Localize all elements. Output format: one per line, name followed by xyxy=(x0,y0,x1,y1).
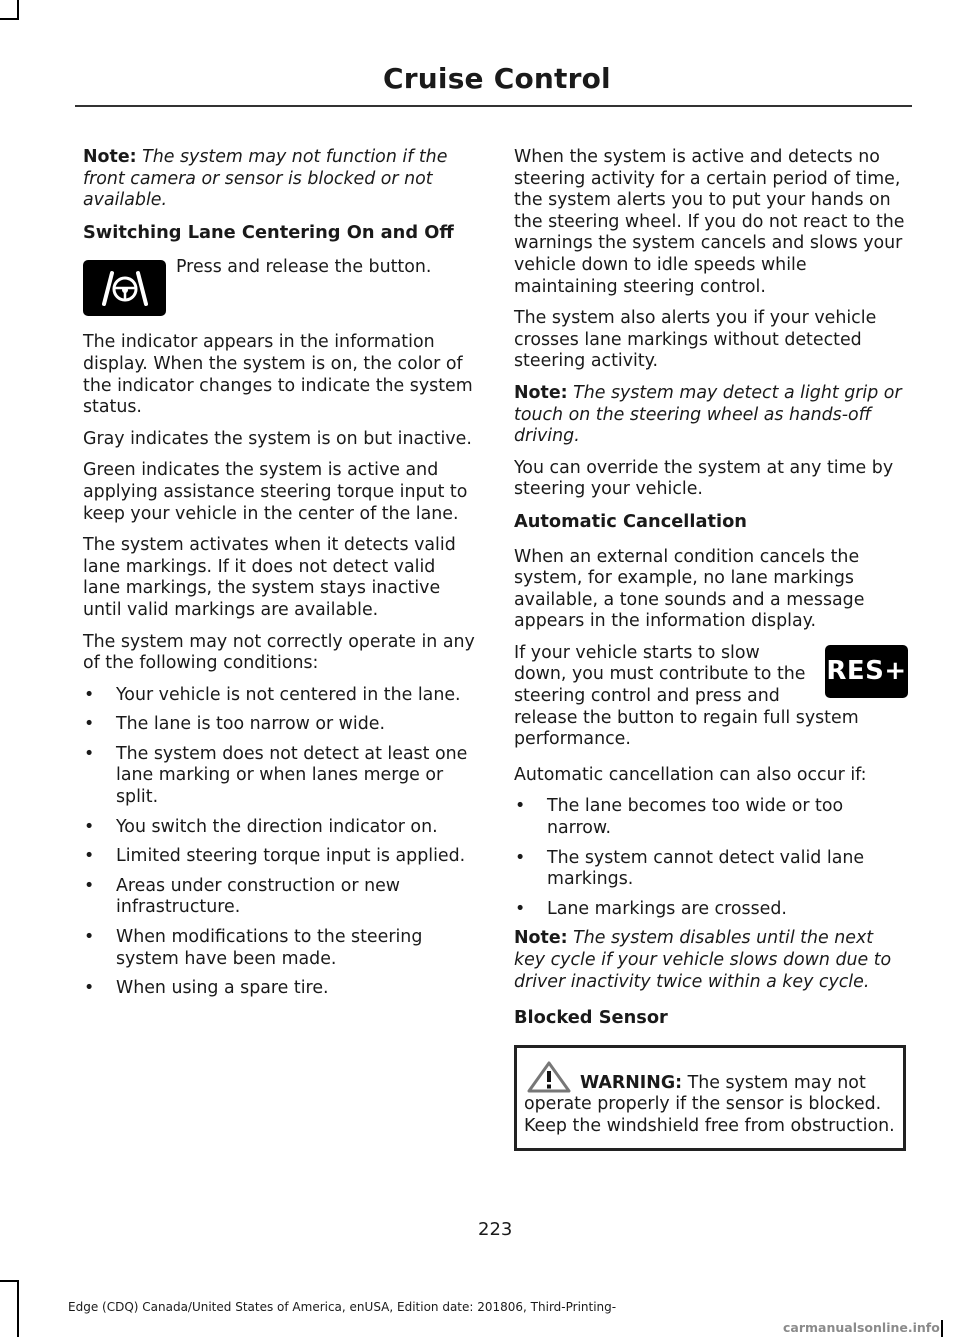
list-item: • Your vehicle is not centered in the lane. xyxy=(84,684,461,705)
paragraph: The indicator appears in the information display. When the system is on, the color of the indicator changes to indicate the system status. xyxy=(83,332,473,418)
bullet-icon: • xyxy=(84,846,95,867)
conditions-list xyxy=(83,685,476,1000)
res-instruction-text: If your vehicle starts to slow down, you must contribute to the steering control and press and release the button to regain full system performance. xyxy=(514,642,859,750)
warning-box xyxy=(514,1045,906,1151)
right-column xyxy=(514,147,908,1151)
paragraph: Gray indicates the system is on but inactive. xyxy=(83,428,472,449)
press-release-text: Press and release the button. xyxy=(176,257,432,278)
warning-label: WARNING: xyxy=(580,1072,683,1093)
bullet-icon: • xyxy=(84,875,95,896)
paragraph: You can override the system at any time by steering your vehicle. xyxy=(514,457,894,500)
section-heading: Blocked Sensor xyxy=(514,1007,668,1029)
watermark: carmanualsonline.info xyxy=(783,1320,940,1335)
list-item: • Areas under construction or new infrastructure. xyxy=(84,875,401,918)
paragraph: When the system is active and detects no steering activity for a certain period of time, the system alerts you to put your hands on the steering wheel. If you do not react to the warnings the system cancels and slows your vehicle down to idle speeds while maintaining steering control. xyxy=(514,147,905,297)
bullet-icon: • xyxy=(84,743,95,764)
res-plus-icon: RES+ xyxy=(825,645,908,698)
paragraph: When an external condition cancels the system, for example, no lane markings available, a tone sounds and a message appears in the information display. xyxy=(514,546,865,632)
note-label: Note: xyxy=(514,928,568,949)
lane-centering-instruction xyxy=(83,257,476,316)
note-paragraph xyxy=(514,383,908,448)
warning-text: The system may not operate properly if the sensor is blocked. Keep the windshield free from obstruction. xyxy=(524,1072,895,1136)
crop-mark xyxy=(17,1280,19,1337)
paragraph: The system activates when it detects valid lane markings. If it does not detect valid lane markings, the system stays inactive until valid markings are available. xyxy=(83,535,456,620)
bullet-icon: • xyxy=(84,816,95,837)
bullet-icon: • xyxy=(84,927,95,948)
list-item: • When modifications to the steering system have been made. xyxy=(84,927,423,969)
res-instruction xyxy=(514,643,908,751)
bullet-icon: • xyxy=(515,796,526,817)
note-label: Note: xyxy=(83,147,137,167)
paragraph: The system also alerts you if your vehicle crosses lane markings without detected steering activity. xyxy=(514,308,877,372)
crop-mark xyxy=(0,1280,19,1282)
header-divider xyxy=(75,105,912,107)
note-label: Note: xyxy=(514,382,568,403)
bullet-icon: • xyxy=(515,847,526,868)
list-item: • The lane is too narrow or wide. xyxy=(84,714,385,735)
list-item: • You switch the direction indicator on. xyxy=(84,816,438,837)
note-text: The system may not function if the front camera or sensor is blocked or not available. xyxy=(83,147,448,211)
paragraph: Green indicates the system is active and applying assistance steering torque input to keep your vehicle in the center of the lane. xyxy=(83,460,468,524)
note-paragraph xyxy=(83,147,476,212)
list-item: • Limited steering torque input is applied. xyxy=(84,846,466,867)
note-paragraph xyxy=(514,928,908,993)
footer-edition: Edge (CDQ) Canada/United States of America, enUSA, Edition date: 201806, Third-Printing- xyxy=(68,1300,617,1314)
cancellation-list xyxy=(514,796,908,920)
list-item: • When using a spare tire. xyxy=(84,978,329,999)
list-item: • The system does not detect at least one lane marking or when lanes merge or split. xyxy=(84,743,468,808)
bullet-icon: • xyxy=(84,714,95,735)
list-item: • The lane becomes too wide or too narrow. xyxy=(515,796,844,839)
crop-mark xyxy=(17,0,19,20)
bullet-icon: • xyxy=(515,898,526,919)
paragraph: Automatic cancellation can also occur if: xyxy=(514,764,867,785)
bullet-icon: • xyxy=(84,978,95,999)
note-text: The system disables until the next key cycle if your vehicle slows down due to driver inactivity twice within a key cycle. xyxy=(514,928,892,992)
crop-mark xyxy=(941,1320,943,1337)
warning-triangle-icon xyxy=(526,1060,572,1094)
left-column xyxy=(83,147,476,1008)
crop-mark xyxy=(0,18,19,20)
paragraph: The system may not correctly operate in any of the following conditions: xyxy=(83,631,475,674)
section-heading: Switching Lane Centering On and Off xyxy=(83,221,454,243)
bullet-icon: • xyxy=(84,684,95,705)
page-number: 223 xyxy=(478,1219,513,1240)
page-title: Cruise Control xyxy=(383,62,611,95)
lane-centering-icon xyxy=(83,260,166,316)
note-text: The system may detect a light grip or touch on the steering wheel as hands-off driving. xyxy=(514,382,902,447)
list-item: • The system cannot detect valid lane markings. xyxy=(515,847,865,890)
list-item: • Lane markings are crossed. xyxy=(515,898,787,919)
section-heading: Automatic Cancellation xyxy=(514,510,747,532)
